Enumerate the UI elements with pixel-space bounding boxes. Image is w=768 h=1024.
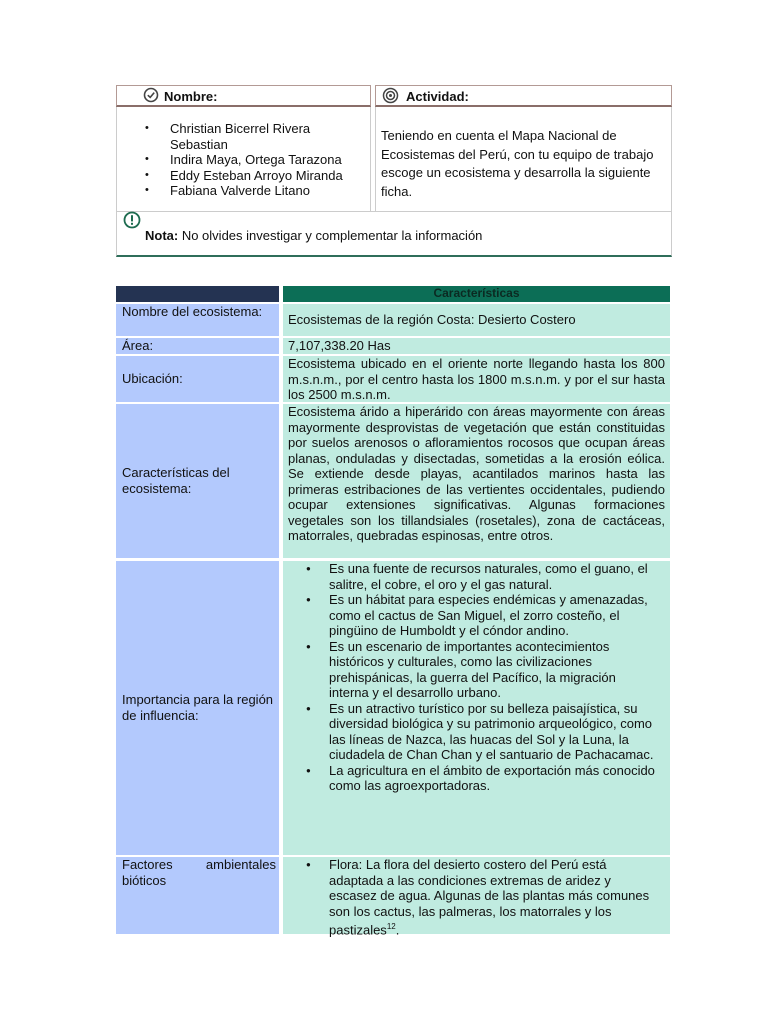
names-list [145,121,370,199]
exclamation-circle-icon [123,211,141,229]
note-body: No olvides investigar y complementar la información [178,228,483,243]
row-value-cell [283,356,670,402]
row-label: Características del ecosistema: [122,465,230,496]
note-box [116,211,672,257]
table-row [116,561,670,855]
row-value-cell [283,404,670,558]
list-item: ● Es una fuente de recursos naturales, como el guano, el salitre, el cobre, el oro y el gas natural. [283,561,657,592]
row-value-cell [283,338,670,354]
list-item: ● Es un escenario de importantes acontecimientos históricos y culturales, como las civilizaciones prehispánicas, la guerra del Pacífico, la migración interna y el desarrollo urbano. [283,639,657,701]
list-item: • Indira Maya, Ortega Tarazona [145,152,370,168]
row-label-cell [116,857,279,934]
row-label-cell [116,561,279,855]
activity-cell [375,107,672,211]
row-label: Nombre del ecosistema: [122,304,263,319]
note-text [145,228,482,243]
row-label-cell [116,404,279,558]
table-row [116,404,670,558]
row-label-cell [116,304,279,336]
list-item [283,857,651,938]
row-value: Ecosistema árido a hiperárido con áreas mayormente con áreas mayormente desprovistas de vegetación que están constituidas por suelos arenosos o afloramientos rocosos que ocupan áreas planas, onduladas y disectadas, sometidas a la erosión eólica. Se extiende desde playas, acantilados marinos hasta las primeras estribaciones de las vertientes occidentales, pudiendo ocupar extensiones significativas. Algunas formaciones vegetales son los tillandsiales (rosetales), zona de cactáceas, matorrales, quebradas espinosas, entre otros. [288,404,665,543]
row-value: 7,107,338.20 Has [288,338,391,353]
table-row [116,356,670,402]
importance-list [283,561,657,794]
biotic-text: Flora: La flora del desierto costero del Perú está adaptada a las condiciones extremas de aridez y escasez de agua. Algunas de las plantas más comunes son los cactus, las palmeras, los matorrales y los pastizales [329,857,650,938]
list-item: • Eddy Esteban Arroyo Miranda [145,168,370,184]
row-label: Factores ambientales bióticos [122,857,276,888]
list-item: ● Es un hábitat para especies endémicas y amenazadas, como el cactus de San Miguel, el zorro costeño, el pingüino de Humboldt y el cóndor andino. [283,592,657,639]
name-header [116,85,371,107]
list-item: ● La agricultura en el ámbito de exportación más conocido como las agroexportadoras. [283,763,657,794]
table-row [116,304,670,336]
table-row [116,857,670,938]
table-header-title: Características [283,286,670,302]
table-header-empty [116,286,279,302]
list-item: ● Es un atractivo turístico por su belleza paisajística, su diversidad biológica y su patrimonio arqueológico, como las líneas de Nazca, las huacas del Sol y la Luna, la ciudadela de Chan Chan y el santuario de Pachacamac. [283,701,657,763]
row-label-cell [116,338,279,354]
activity-header [375,85,672,107]
row-label: Área: [122,338,154,353]
row-label: Importancia para la región de influencia: [122,692,274,723]
table-header-row [116,286,670,302]
list-item: • Fabiana Valverde Litano [145,183,370,199]
list-item: • Christian Bicerrel Rivera Sebastian [145,121,370,152]
check-circle-icon [143,87,159,103]
footnote-marker: 12 [386,922,396,931]
row-label: Ubicación: [122,371,183,386]
row-value: Ecosistemas de la región Costa: Desierto Costero [288,312,576,327]
names-cell [116,107,371,211]
activity-label: Actividad: [406,89,469,104]
row-label-cell [116,356,279,402]
biotic-list [283,857,651,938]
row-value: Ecosistema ubicado en el oriente norte llegando hasta los 800 m.s.n.m., por el centro hasta los 1800 m.s.n.m. y por el sur hasta los 2500 m.s.n.m. [288,356,665,402]
table-row [116,338,670,354]
row-value-cell [283,561,670,855]
target-icon [382,87,399,104]
info-box [116,85,672,257]
biotic-trail: . [395,922,400,938]
row-value-cell [283,857,670,938]
note-bold: Nota: [145,228,179,243]
activity-text: Teniendo en cuenta el Mapa Nacional de Ecosistemas del Perú, con tu equipo de trabajo escoge un ecosistema y desarrolla la siguiente ficha. [381,128,654,199]
name-label: Nombre: [164,89,218,104]
row-value-cell [283,304,670,336]
